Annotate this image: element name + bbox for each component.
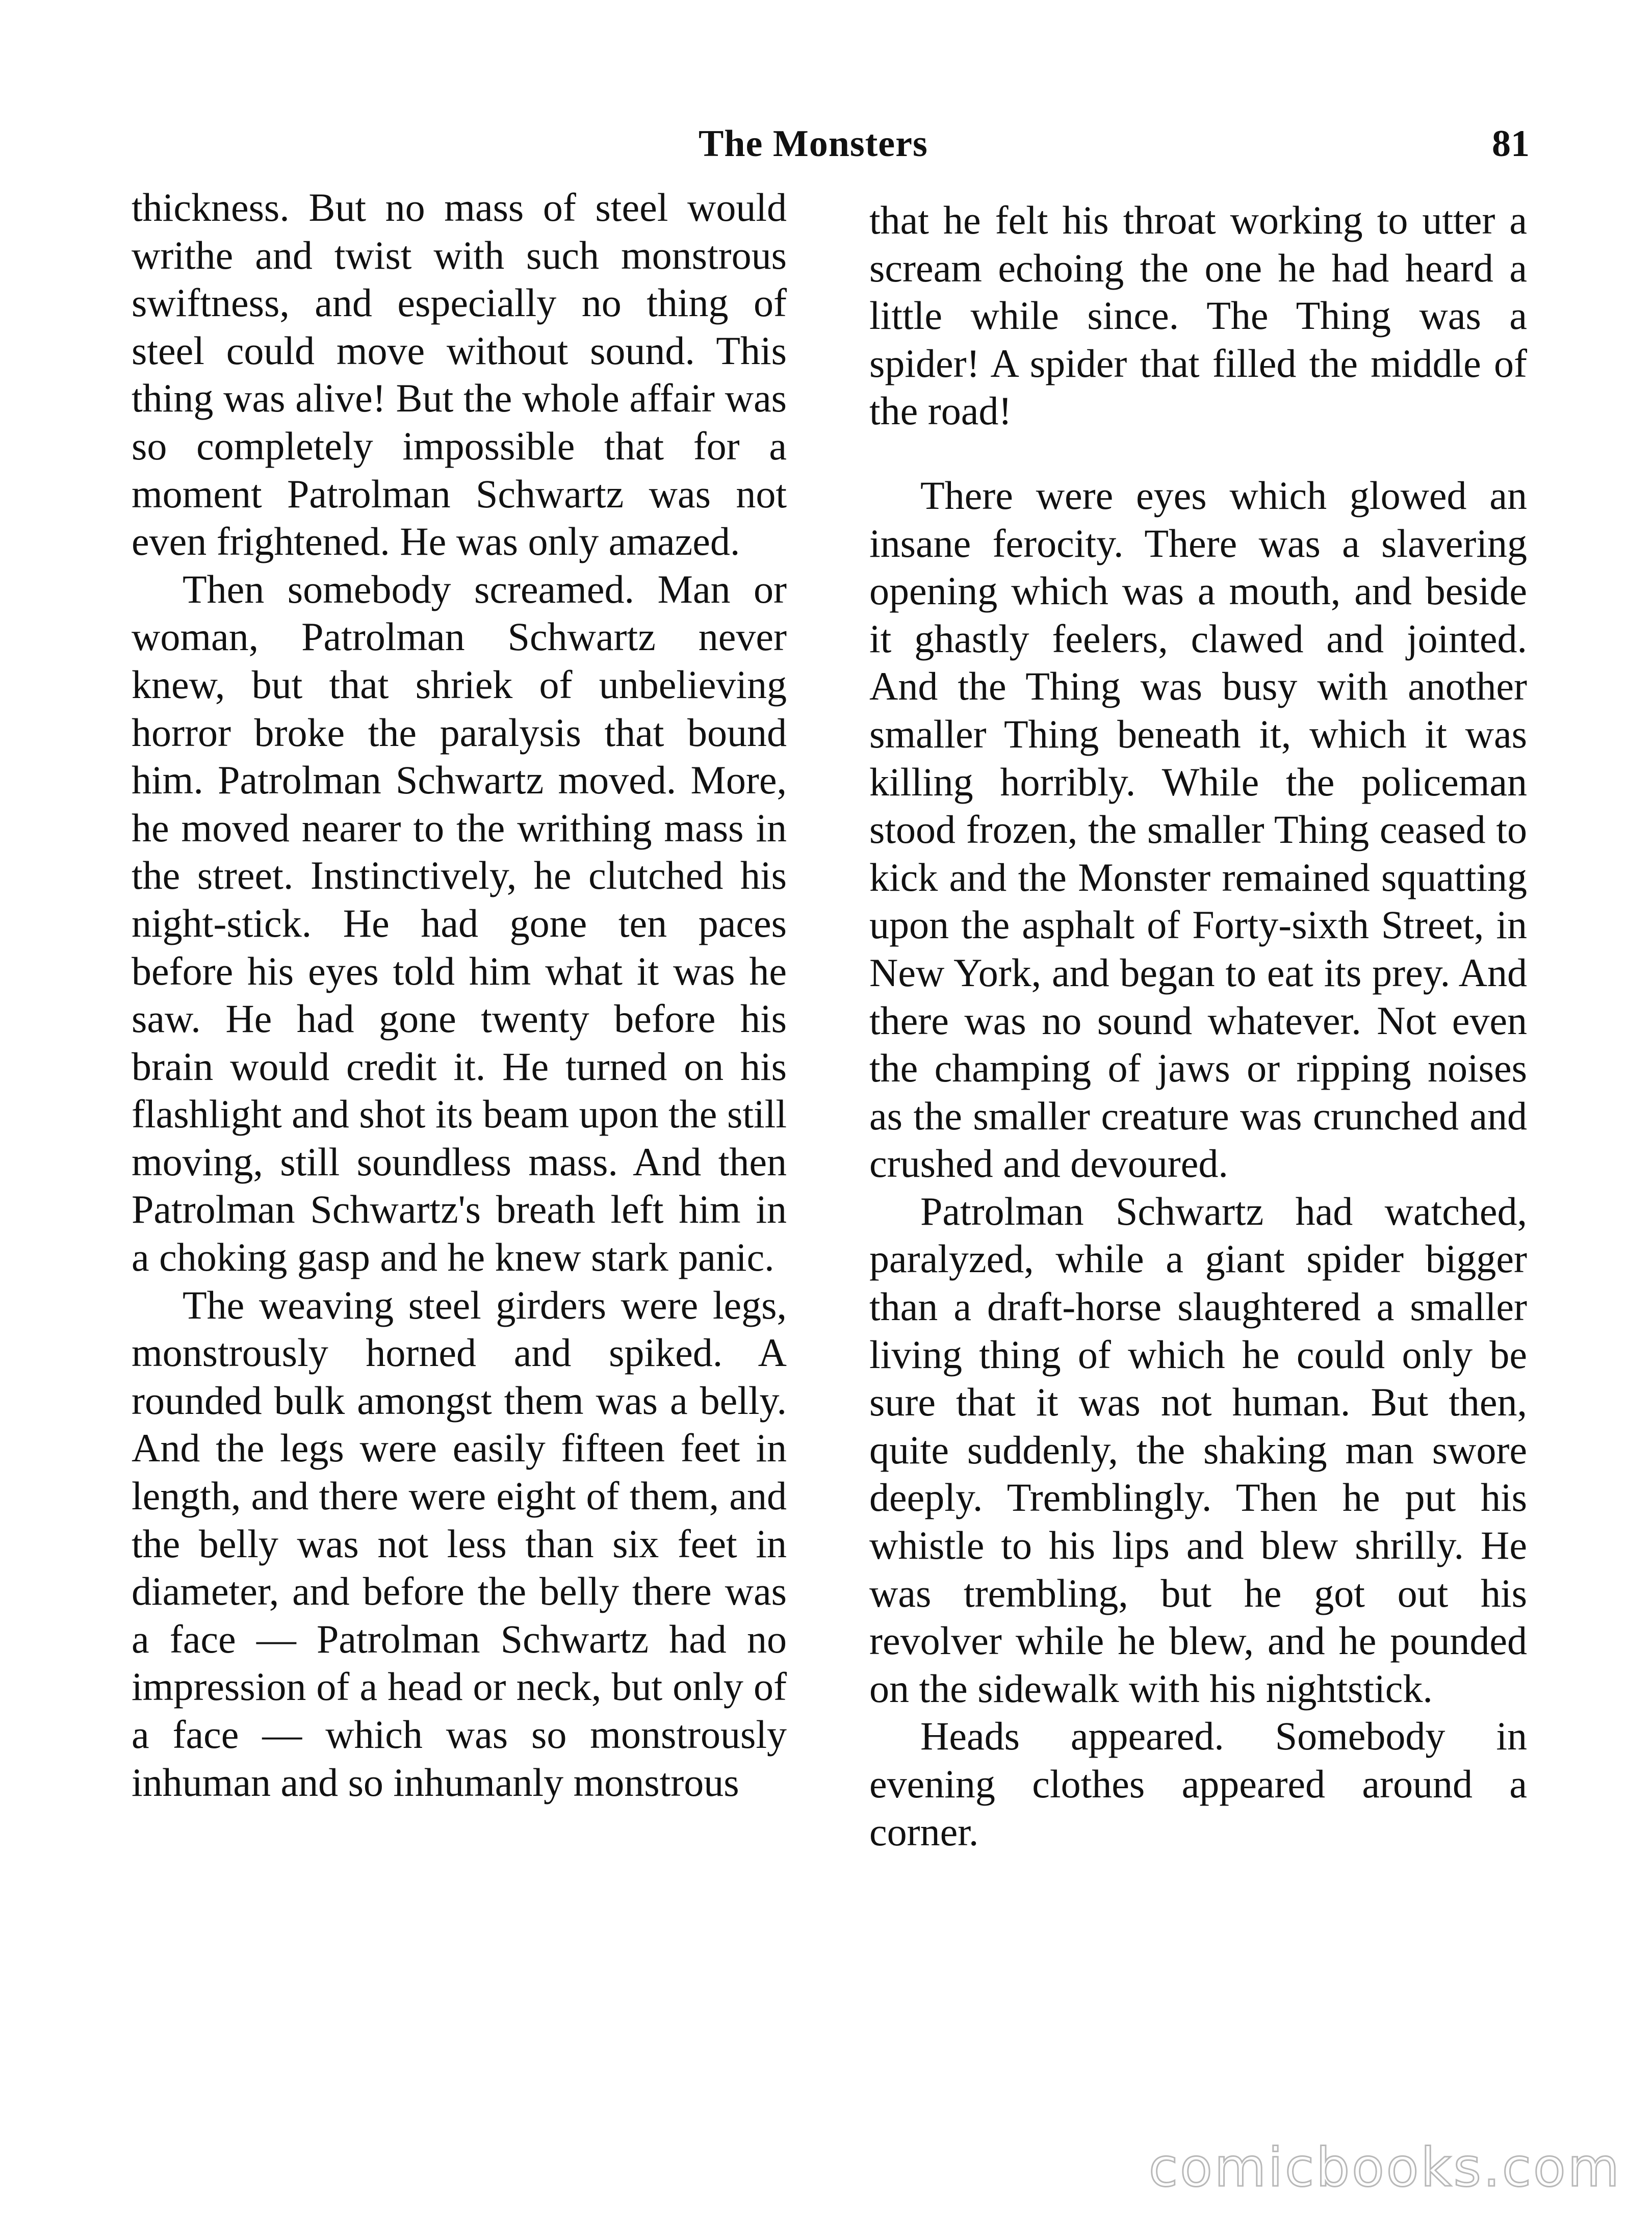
watermark: comicbooks.com — [1148, 2136, 1621, 2199]
paragraph: Then somebody screamed. Man or woman, Patrolman Schwartz never knew, but that shriek of unbelieving horror broke the paralysis that bound him. Patrolman Schwartz moved. More, he moved nearer to the writhing mass in the street. Instinctively, he clutched his night-stick. He had gone ten paces before his eyes told him what it was he saw. He had gone twenty before his brain would credit it. He turned on his flashlight and shot its beam upon the still moving, still soundless mass. And then Patrolman Schwartz's breath left him in a choking gasp and he knew stark panic. — [132, 566, 787, 1280]
paragraph: Patrolman Schwartz had watched, paralyzed, while a giant spider bigger than a draft-horse slaughtered a smaller living thing of which he could only be sure that it was not human. But then, quite suddenly, the shaking man swore deeply. Tremblingly. Then he put his whistle to his lips and blew shrilly. He was trembling, but he got out his revolver while he blew, and he pounded on the sidewalk with his nightstick. — [869, 1189, 1527, 1711]
left-column — [132, 184, 787, 1806]
chapter-title: The Monsters — [699, 123, 928, 165]
paragraph: that he felt his throat working to utter a scream echoing the one he had heard a little while since. The Thing was a spider! A spider that filled the middle of the road! — [869, 198, 1527, 433]
paragraph: thickness. But no mass of steel would writhe and twist with such monstrous swiftness, and especially no thing of steel could move without sound. This thing was alive! But the whole affair was so completely impossible that for a moment Patrolman Schwartz was not even frightened. He was only amazed. — [132, 185, 787, 564]
page-number: 81 — [1492, 123, 1530, 165]
paragraph: Heads appeared. Somebody in evening clothes appeared around a corner. — [869, 1714, 1527, 1854]
paragraph: The weaving steel girders were legs, monstrously horned and spiked. A rounded bulk amongst them was a belly. And the legs were easily fifteen feet in length, and there were eight of them, and the belly was not less than six feet in diameter, and before the belly there was a face — Patrolman Schwartz had no impression of a head or neck, but only of a face — which was so monstrously inhuman and so inhumanly monstrous — [132, 1282, 787, 1804]
right-column — [869, 196, 1527, 1855]
running-header — [699, 122, 1530, 178]
paragraph: There were eyes which glowed an insane ferocity. There was a slavering opening which was a mouth, and beside it ghastly feelers, clawed and jointed. And the Thing was busy with another smaller Thing beneath it, which it was killing horribly. While the policeman stood frozen, the smaller Thing ceased to kick and the Monster remained squatting upon the asphalt of Forty-sixth Street, in New York, and began to eat its prey. And there was no sound whatever. Not even the champing of jaws or ripping noises as the smaller creature was crunched and crushed and devoured. — [869, 473, 1527, 1186]
